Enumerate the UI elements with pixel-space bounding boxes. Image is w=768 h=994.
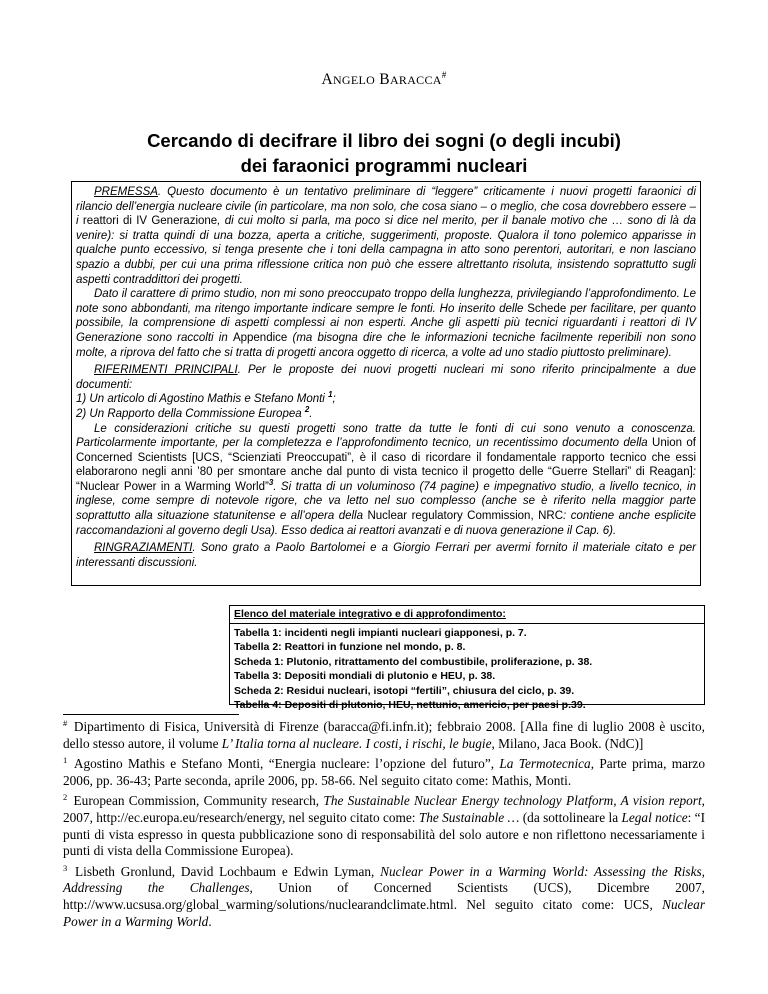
author-first-rest: NGELO — [332, 73, 376, 87]
premessa-label: PREMESSA — [94, 186, 158, 198]
ringraziamenti-label: RINGRAZIAMENTI — [94, 542, 193, 555]
supplementary-material-heading: Elenco del materiale integrativo e di approfondimento: — [230, 606, 704, 624]
footnote-1: $^1$ Agostino Mathis e Stefano Monti, “Energia nucleare: l’opzione del futuro”, La Termotecnica, Parte prima, marzo 2006, pp. 36-43; Parte seconda, aprile 2006, pp. 58-66. Nel seguito citato come: Mathis, Monti. — [63, 755, 705, 788]
footnote-hash: # Dipartimento di Fisica, Università di Firenze (baracca@fi.infn.it); febbraio 2008. [Alla fine di luglio 2008 è uscito, dello stesso autore, il volume L’ Italia torna al nucleare. I costi, i rischi, le bugie, Milano, Jaca Book. (NdC)] — [63, 718, 705, 751]
material-item: Tabella 1: incidenti negli impianti nucleari giapponesi, p. 7. — [234, 627, 527, 639]
supplementary-material-list — [230, 624, 704, 712]
supplementary-material-box — [229, 605, 705, 712]
page-title — [0, 128, 768, 178]
preface-box — [71, 181, 701, 586]
title-line-1: Cercando di decifrare il libro dei sogni (o degli incubi) — [147, 130, 621, 151]
riferimenti-item-1: 1) Un articolo di Agostino Mathis e Stefano Monti $^1$; — [76, 390, 336, 406]
riferimenti-label: RIFERIMENTI PRINCIPALI — [94, 364, 238, 377]
material-item: Tabella 2: Reattori in funzione nel mondo, p. 8. — [234, 641, 466, 654]
footnote-separator — [63, 714, 239, 715]
material-item: Tabella 3: Depositi mondiali di plutonio e HEU, p. 38. — [234, 670, 496, 683]
material-item: Scheda 1: Plutonio, ritrattamento del combustibile, proliferazione, p. 38. — [234, 655, 593, 668]
title-line-2: dei faraonici programmi nucleari — [240, 155, 528, 176]
material-item: Scheda 2: Residui nucleari, isotopi “fertili”, chiusura del ciclo, p. 39. — [234, 684, 575, 697]
riferimenti-item-2: 2) Un Rapporto della Commissione Europea $^2$. — [76, 404, 313, 420]
considerazioni-paragraph: Le considerazioni critiche su questi progetti sono tratte da tutte le fonti di cui sono venuto a conoscenza. Particolarmente importante, per la completezza e l’approfondimento tecnico, un recentissimo documento della Union of Concerned Scientists [UCS, “Scienziati Preoccupati”, è il caso di ricordare il fondamentale rapporto tecnico che essi elaborarono negli anni ’80 per smontare anche dal punto di vista tecnico il progetto delle “Guerre Stellari” di Reagan]: “Nuclear Power in a Warming World”$^3$. Si tratta di un voluminoso (74 pagine) e impegnativo studio, a livello tecnico, in inglese, come sempre di notevole rigore, che va letto nel suo complesso (anche se è riferito nella maggior parte soprattutto alla situazione statunitense e all’opera della Nuclear regulatory Commission, NRC: contiene anche esplicite raccomandazioni al governo degli Usa). Esso dedica ai reattori avanzati e di nuova generazione il Cap. 6). — [76, 422, 697, 537]
author-last-initial: B — [379, 71, 390, 88]
author-last-rest: ARACCA — [389, 73, 442, 87]
footnote-3: $^3$ Lisbeth Gronlund, David Lochbaum e Edwin Lyman, Nuclear Power in a Warming World: Assessing the Risks, Addressing the Challenges, Union of Concerned Scientists (UCS), Dicembre 2007, http://www.ucsusa.org/global_warming/solutions/nuclearandclimate.html. Nel seguito citato come: UCS, Nuclear Power in a Warming World. — [63, 862, 705, 929]
author-first-initial: A — [321, 71, 333, 88]
premessa-paragraph: PREMESSA. Questo documento è un tentativo preliminare di “leggere” criticamente i nuovi progetti faraonici di rilancio dell’energia nucleare civile (in particolare, ma non solo, che cosa siano – o meglio, che cosa dovrebbero essere – i reattori di IV Generazione, di cui molto si parla, ma poco si dice nel merito, per il banale motivo che … sono di là da venire): si tratta quindi di una bozza, aperta a critiche, suggerimenti, proposte. Qualora il tono polemico apparisse in qualche punto eccessivo, si tenga presente che i toni della campagna in atto sono perentori, autoritari, e non lasciano spazio a dubbi, per cui una prima riflessione critica non può che essere altrettanto risoluta, insistendo soprattutto sugli aspetti contraddittori dei progetti. — [76, 186, 697, 286]
riferimenti-paragraph: RIFERIMENTI PRINCIPALI. Per le proposte dei nuovi progetti nucleari mi sono riferito principalmente a due documenti: — [76, 364, 696, 391]
dato-paragraph: Dato il carattere di primo studio, non mi sono preoccupato troppo della lunghezza, privilegiando l’approfondimento. Le note sono abbondanti, ma ritengo importante indicare sempre le fonti. Ho inserito delle Schede per facilitare, per quanto possibile, la comprensione di aspetti complessi ai non esperti. Anche gli aspetti più tecnici riguardanti i reattori di IV Generazione sono raccolti in Appendice (ma bisogna dire che le informazioni tecniche facilmente reperibili non sono molte, a riprova del fatto che si tratta di progetti ancora oggetto di ricerca, a volte ad uno stadio piuttosto preliminare). — [76, 288, 696, 359]
author-line — [0, 70, 768, 89]
ringraziamenti-paragraph: RINGRAZIAMENTI. Sono grato a Paolo Bartolomei e a Giorgio Ferrari per avermi fornito il materiale citato e per interessanti discussioni. — [76, 542, 696, 569]
footnotes — [63, 719, 705, 934]
material-item: Tabella 4: Depositi di plutonio, HEU, nettunio, americio, per paesi p.39. — [234, 699, 586, 712]
footnote-2: $^2$ European Commission, Community research, The Sustainable Nuclear Energy technology Platform, A vision report, 2007, http://ec.europa.eu/research/energy, nel seguito citato come: The Sustainable … (da sottolineare la Legal notice: “I punti di vista espresso in questa pubblicazione sono di responsabilità del solo autore e non riflettono necessariamente i punti di vista della Commissione Europea). — [63, 792, 706, 859]
author-footnote-mark: # — [441, 70, 447, 80]
